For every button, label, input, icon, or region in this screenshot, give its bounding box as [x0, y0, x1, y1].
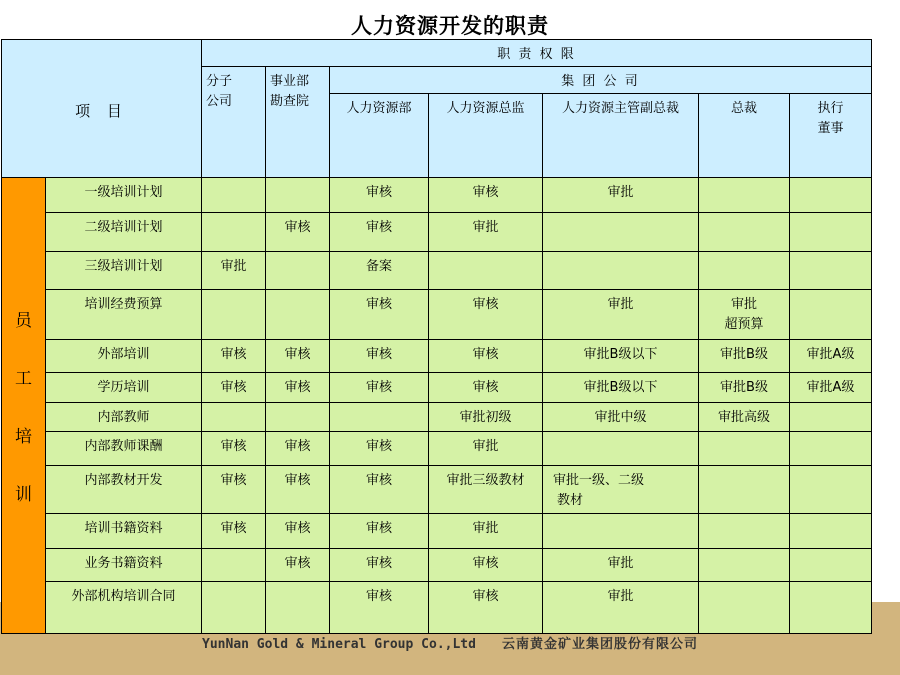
table-row: [2, 340, 872, 373]
cell-text: 审核: [220, 380, 247, 395]
item-cell: 三级培训计划: [46, 252, 202, 290]
subsidiary-header: [202, 67, 266, 178]
item-cell: 内部教师课酬: [46, 432, 202, 466]
hr-vp-header: 人力资源主管副总裁: [543, 94, 699, 178]
cell-text: 审批: [472, 521, 499, 536]
footer-text: [0, 633, 900, 652]
cell-c7: [790, 549, 872, 582]
cell-c1: [202, 403, 266, 432]
cell-text: 审核: [472, 297, 499, 312]
cell-c5: [543, 213, 699, 252]
table-row: [2, 373, 872, 403]
cell-c1: [202, 432, 266, 466]
cell-text: 审批: [730, 297, 757, 312]
cell-text: 审核: [365, 220, 392, 235]
header-row-1: [2, 40, 872, 67]
cell-c2: [266, 549, 330, 582]
authority-header: 职 责 权 限: [202, 40, 872, 67]
cell-text: 审批B级以下: [583, 380, 658, 395]
cell-c2: [266, 373, 330, 403]
cell-c5: [543, 514, 699, 549]
cell-text: 审核: [220, 521, 247, 536]
category-cell: [2, 178, 46, 634]
cell-c6: [699, 290, 790, 340]
table-row: [2, 213, 872, 252]
cell-text: 审批: [472, 439, 499, 454]
cell-c3: [330, 178, 429, 213]
category-char: 工: [15, 369, 32, 389]
cell-text: 审核: [472, 589, 499, 604]
cell-c2: [266, 340, 330, 373]
cell-c7: [790, 403, 872, 432]
cell-text: 审核: [284, 556, 311, 571]
cell-c5: [543, 466, 699, 514]
project-header: 项 目: [2, 40, 202, 178]
cell-c6: [699, 373, 790, 403]
cell-c2: [266, 432, 330, 466]
cell-c3: [330, 373, 429, 403]
cell-c1: [202, 373, 266, 403]
dept-header: [266, 67, 330, 178]
table-row: [2, 582, 872, 634]
cell-c3: [330, 514, 429, 549]
cell-text: 审核: [365, 185, 392, 200]
cell-text: 审核: [220, 347, 247, 362]
cell-c2: [266, 466, 330, 514]
cell-c1: [202, 549, 266, 582]
cell-text: 审核: [365, 380, 392, 395]
footer-cn: 云南黄金矿业集团股份有限公司: [501, 637, 698, 652]
table-row: [2, 290, 872, 340]
table-row: [2, 432, 872, 466]
cell-text: 审核: [284, 220, 311, 235]
cell-text: 审核: [284, 380, 311, 395]
cell-c7: [790, 514, 872, 549]
cell-c6: [699, 582, 790, 634]
cell-c7: [790, 340, 872, 373]
cell-c3: [330, 466, 429, 514]
cell-c6: [699, 213, 790, 252]
cell-c6: [699, 466, 790, 514]
cell-c7: [790, 432, 872, 466]
cell-c2: [266, 582, 330, 634]
cell-c7: [790, 582, 872, 634]
footer-en: YunNan Gold & Mineral Group Co.,Ltd: [202, 637, 476, 652]
group-header: 集 团 公 司: [330, 67, 872, 94]
cell-c1: [202, 466, 266, 514]
cell-c2: [266, 403, 330, 432]
cell-c6: [699, 252, 790, 290]
cell-text: 审批中级: [594, 410, 647, 425]
category-char: 员: [15, 311, 32, 331]
cell-text: 审批高级: [717, 410, 770, 425]
cell-c2: [266, 178, 330, 213]
cell-text: 审核: [365, 473, 392, 488]
cell-text: 审核: [284, 521, 311, 536]
table-row: [2, 252, 872, 290]
cell-text: 审批三级教材: [446, 473, 525, 488]
cell-c4: [429, 549, 543, 582]
cell-c7: [790, 466, 872, 514]
table-row: [2, 466, 872, 514]
responsibility-table: [1, 39, 872, 634]
cell-text: 审批初级: [459, 410, 512, 425]
cell-c5: [543, 549, 699, 582]
subsidiary-header-line2: 公司: [206, 94, 233, 109]
cell-text-line2: 超预算: [724, 317, 764, 332]
cell-c4: [429, 213, 543, 252]
cell-c6: [699, 403, 790, 432]
cell-text: 审批A级: [806, 347, 855, 362]
cell-text: 审核: [284, 473, 311, 488]
cell-c3: [330, 432, 429, 466]
cell-c7: [790, 290, 872, 340]
cell-c7: [790, 213, 872, 252]
cell-text: 审批: [607, 589, 634, 604]
category-char: 培: [15, 427, 32, 447]
cell-text: 审核: [284, 439, 311, 454]
cell-c1: [202, 213, 266, 252]
cell-text: 审核: [220, 473, 247, 488]
cell-c2: [266, 252, 330, 290]
cell-c3: [330, 582, 429, 634]
cell-c5: [543, 373, 699, 403]
table-row: [2, 514, 872, 549]
cell-text: 审批B级: [720, 380, 768, 395]
page-title: 人力资源开发的职责: [351, 14, 549, 38]
cell-c4: [429, 252, 543, 290]
cell-text: 审核: [472, 556, 499, 571]
item-cell: 业务书籍资料: [46, 549, 202, 582]
dept-header-line1: 事业部: [270, 74, 310, 89]
president-header: 总裁: [699, 94, 790, 178]
item-cell: 培训书籍资料: [46, 514, 202, 549]
cell-c4: [429, 514, 543, 549]
cell-c2: [266, 290, 330, 340]
cell-c7: [790, 178, 872, 213]
cell-c6: [699, 178, 790, 213]
cell-c6: [699, 549, 790, 582]
cell-c4: [429, 340, 543, 373]
cell-c5: [543, 432, 699, 466]
exec-director-line2: 董事: [817, 121, 844, 136]
cell-c1: [202, 178, 266, 213]
cell-c1: [202, 290, 266, 340]
cell-text: 审批: [472, 220, 499, 235]
cell-c3: [330, 340, 429, 373]
table-row: [2, 549, 872, 582]
cell-text: 审核: [472, 185, 499, 200]
cell-c3: [330, 403, 429, 432]
cell-c1: [202, 340, 266, 373]
cell-c3: [330, 213, 429, 252]
category-char: 训: [15, 485, 32, 505]
cell-c4: [429, 290, 543, 340]
hr-dept-header: 人力资源部: [330, 94, 429, 178]
cell-text: 审批: [220, 259, 247, 274]
cell-c2: [266, 213, 330, 252]
cell-c4: [429, 403, 543, 432]
cell-text-line2: 教材: [557, 493, 584, 508]
cell-c2: [266, 514, 330, 549]
item-cell: 内部教师: [46, 403, 202, 432]
item-cell: 外部培训: [46, 340, 202, 373]
cell-text: 审核: [284, 347, 311, 362]
cell-c3: [330, 549, 429, 582]
item-cell: 培训经费预算: [46, 290, 202, 340]
cell-c4: [429, 466, 543, 514]
cell-c1: [202, 252, 266, 290]
cell-text: 审批A级: [806, 380, 855, 395]
cell-text: 审核: [365, 439, 392, 454]
cell-c7: [790, 373, 872, 403]
cell-text: 备案: [365, 259, 392, 274]
cell-text: 审批: [607, 556, 634, 571]
cell-text: 审核: [472, 380, 499, 395]
dept-header-line2: 勘查院: [270, 94, 310, 109]
cell-c1: [202, 582, 266, 634]
cell-text: 审批B级: [720, 347, 768, 362]
cell-c5: [543, 178, 699, 213]
table-body: [2, 178, 872, 634]
item-cell: 一级培训计划: [46, 178, 202, 213]
item-cell: 外部机构培训合同: [46, 582, 202, 634]
cell-text: 审核: [365, 556, 392, 571]
cell-c1: [202, 514, 266, 549]
table-row: [2, 178, 872, 213]
cell-text: 审核: [365, 521, 392, 536]
cell-c4: [429, 178, 543, 213]
cell-c6: [699, 340, 790, 373]
cell-text: 审核: [365, 297, 392, 312]
cell-c6: [699, 514, 790, 549]
cell-c3: [330, 290, 429, 340]
exec-director-header: [790, 94, 872, 178]
cell-text: 审核: [472, 347, 499, 362]
cell-c5: [543, 252, 699, 290]
cell-text: 审核: [220, 439, 247, 454]
cell-c4: [429, 432, 543, 466]
cell-text: 审核: [365, 589, 392, 604]
hr-director-header: 人力资源总监: [429, 94, 543, 178]
item-cell: 学历培训: [46, 373, 202, 403]
cell-text: 审批: [607, 297, 634, 312]
table-row: [2, 403, 872, 432]
cell-text: 审批一级、二级: [553, 473, 645, 488]
cell-c5: [543, 582, 699, 634]
cell-text: 审批: [607, 185, 634, 200]
cell-c4: [429, 373, 543, 403]
subsidiary-header-line1: 分子: [206, 74, 233, 89]
exec-director-line1: 执行: [817, 101, 844, 116]
cell-c5: [543, 290, 699, 340]
cell-text: 审核: [365, 347, 392, 362]
cell-c5: [543, 403, 699, 432]
cell-c7: [790, 252, 872, 290]
item-cell: 内部教材开发: [46, 466, 202, 514]
cell-c3: [330, 252, 429, 290]
item-cell: 二级培训计划: [46, 213, 202, 252]
cell-text: 审批B级以下: [583, 347, 658, 362]
cell-c4: [429, 582, 543, 634]
cell-c5: [543, 340, 699, 373]
cell-c6: [699, 432, 790, 466]
